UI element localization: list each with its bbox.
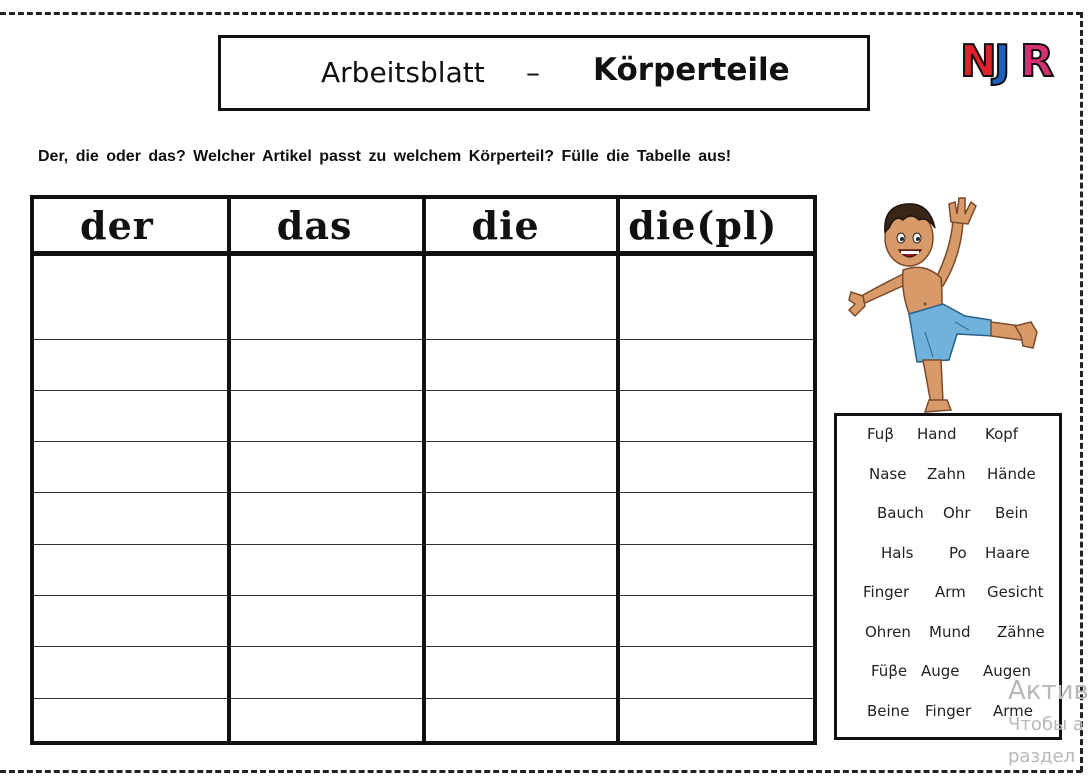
table-row xyxy=(34,596,813,647)
table-cell[interactable] xyxy=(229,339,424,390)
word-bank-item: Haare xyxy=(985,543,1030,562)
word-bank-item: Ohr xyxy=(943,504,971,522)
table-cell[interactable] xyxy=(34,647,229,698)
table-row xyxy=(34,493,813,544)
watermark-line-1: Актив xyxy=(1008,676,1089,706)
dashed-border-bottom xyxy=(0,770,1082,773)
table-row xyxy=(34,390,813,441)
table-row xyxy=(34,698,813,741)
boy-illustration xyxy=(845,192,1045,414)
table-cell[interactable] xyxy=(618,339,813,390)
word-bank-item: Beine xyxy=(867,701,910,720)
table-cell[interactable] xyxy=(34,493,229,544)
word-bank-item: Kopf xyxy=(985,425,1019,443)
table-cell[interactable] xyxy=(229,442,424,493)
table-cell[interactable] xyxy=(424,442,619,493)
table-cell[interactable] xyxy=(229,254,424,340)
table-cell[interactable] xyxy=(618,254,813,340)
word-bank-item: Augen xyxy=(983,662,1032,680)
table-cell[interactable] xyxy=(424,698,619,741)
table-cell[interactable] xyxy=(618,442,813,493)
header-der: der xyxy=(34,199,229,254)
table-cell[interactable] xyxy=(229,493,424,544)
table-cell[interactable] xyxy=(34,390,229,441)
table-cell[interactable] xyxy=(618,493,813,544)
watermark-line-3: раздел xyxy=(1008,746,1076,767)
word-bank-item: Füβe xyxy=(871,662,908,680)
word-bank-item: Finger xyxy=(863,583,910,601)
title-worksheet: Arbeitsblatt xyxy=(321,56,485,89)
table-cell[interactable] xyxy=(229,390,424,441)
title-topic: Körperteile xyxy=(593,52,790,88)
table-row xyxy=(34,339,813,390)
table-cell[interactable] xyxy=(34,698,229,741)
watermark-line-2: Чтобы а xyxy=(1008,714,1084,735)
table-cell[interactable] xyxy=(424,493,619,544)
table-cell[interactable] xyxy=(424,339,619,390)
dashed-border-right xyxy=(1080,12,1083,772)
word-bank-item: Bauch xyxy=(877,504,924,522)
word-bank-item: Hand xyxy=(917,425,957,443)
table-header-row xyxy=(34,199,813,254)
table-row xyxy=(34,544,813,595)
table-row xyxy=(34,254,813,340)
title-box xyxy=(218,35,870,111)
word-bank-item: Ohren xyxy=(865,622,911,641)
dashed-border-top xyxy=(0,12,1082,15)
instructions-text: Der, die oder das? Welcher Artikel passt zu welchem Körperteil? Fülle die Tabelle aus! xyxy=(38,148,732,165)
word-bank-item: Hals xyxy=(881,543,914,562)
table-cell[interactable] xyxy=(34,596,229,647)
word-bank-item: Nase xyxy=(869,464,907,483)
word-bank-item: Gesicht xyxy=(987,583,1044,601)
table-row xyxy=(34,647,813,698)
table-cell[interactable] xyxy=(424,254,619,340)
table-cell[interactable] xyxy=(424,390,619,441)
word-bank-item: Fuβ xyxy=(867,425,894,443)
table-cell[interactable] xyxy=(229,698,424,741)
njr-logo: N J R xyxy=(960,36,1054,87)
word-bank-item: Finger xyxy=(925,701,972,720)
table-cell[interactable] xyxy=(618,647,813,698)
table-cell[interactable] xyxy=(424,647,619,698)
table-cell[interactable] xyxy=(34,544,229,595)
header-das: das xyxy=(229,199,424,254)
header-die: die xyxy=(424,199,619,254)
table-cell[interactable] xyxy=(618,544,813,595)
table-cell[interactable] xyxy=(424,596,619,647)
table-row xyxy=(34,442,813,493)
word-bank-item: Arm xyxy=(935,583,966,601)
table-cell[interactable] xyxy=(618,596,813,647)
word-bank-item: Zähne xyxy=(997,622,1045,641)
word-bank-item: Mund xyxy=(929,622,971,641)
word-bank-item: Po xyxy=(949,543,967,562)
word-bank-item: Auge xyxy=(921,662,960,680)
header-die-plural: die(pl) xyxy=(618,199,813,254)
title-dash: – xyxy=(526,56,540,89)
table-cell[interactable] xyxy=(424,544,619,595)
table-cell[interactable] xyxy=(34,442,229,493)
article-table xyxy=(30,195,817,745)
table-cell[interactable] xyxy=(618,698,813,741)
word-bank-item: Bein xyxy=(995,504,1029,522)
word-bank-item: Arme xyxy=(993,701,1034,720)
table-cell[interactable] xyxy=(34,339,229,390)
table-cell[interactable] xyxy=(34,254,229,340)
table-cell[interactable] xyxy=(618,390,813,441)
word-bank-item: Zahn xyxy=(927,464,966,483)
table-cell[interactable] xyxy=(229,596,424,647)
table-cell[interactable] xyxy=(229,544,424,595)
word-bank-item: Hände xyxy=(987,464,1036,483)
table-cell[interactable] xyxy=(229,647,424,698)
